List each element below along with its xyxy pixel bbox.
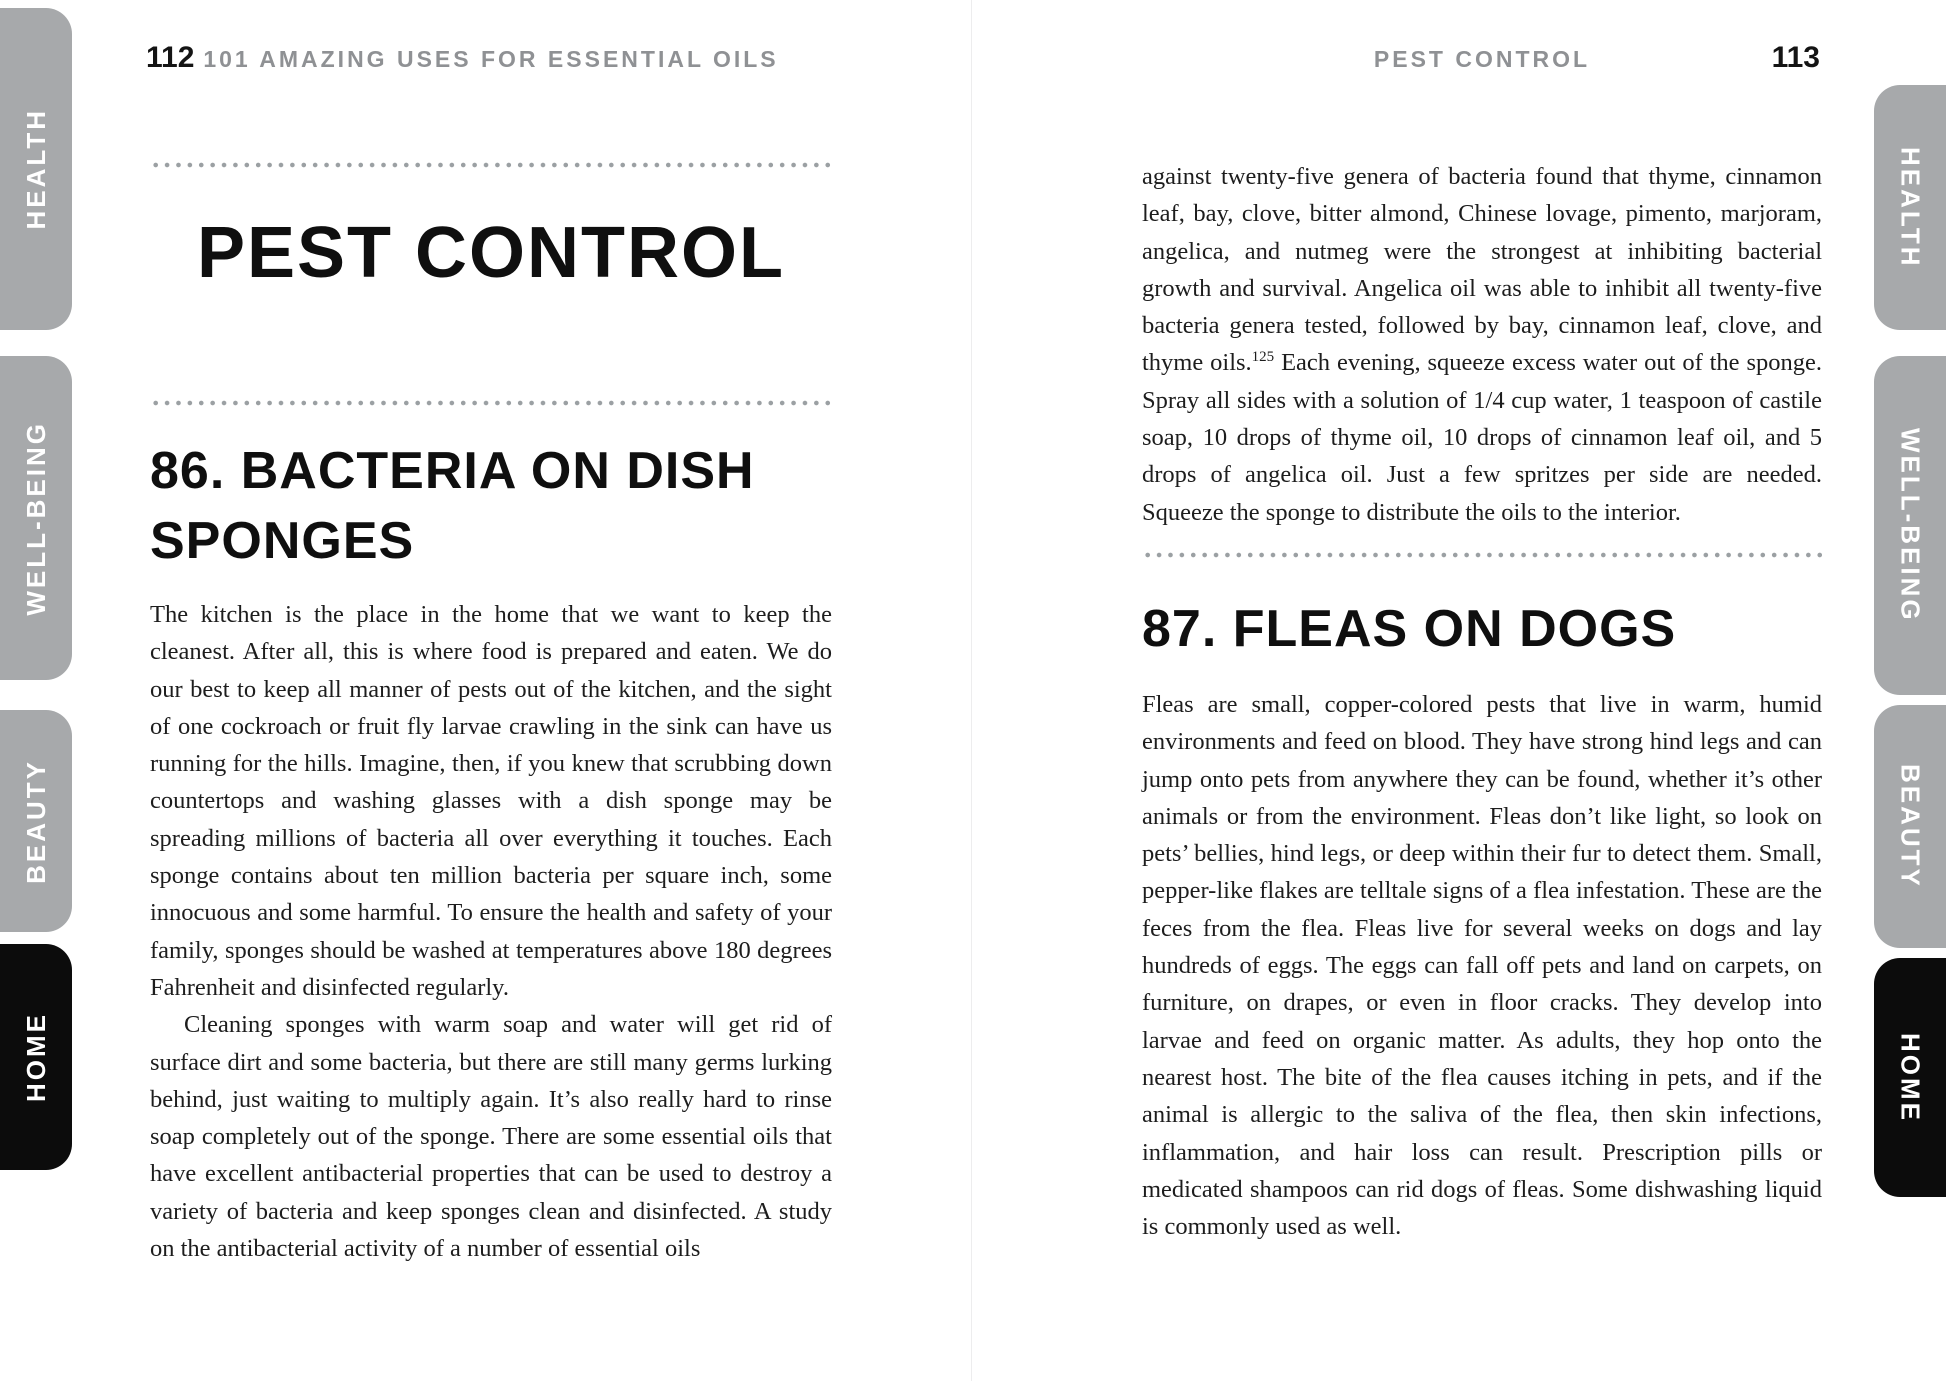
dotted-divider	[150, 162, 832, 168]
page-gutter	[971, 0, 972, 1381]
page-number-right: 113	[1771, 41, 1820, 74]
tab-health-right	[1874, 85, 1946, 330]
tab-beauty-right	[1874, 705, 1946, 948]
left-page	[146, 0, 832, 1381]
tab-home-label: HOME	[1895, 1032, 1926, 1123]
body-paragraph: Cleaning sponges with warm soap and water will get rid of surface dirt and some bacteria, but there are still many germs lurking behind, just waiting to multiply again. It’s also really hard to rinse soap completely out of the sponge. There are some essential oils that have excellent antibacterial properties that can be used to destroy a variety of bacteria and keep sponges clean and disinfected. A study on the antibacterial activity of a number of essential oils	[150, 1011, 832, 1263]
continuation-text: against twenty-five genera of bacteria found that thyme, cinnamon leaf, bay, clove, bitter almond, Chinese lovage, pimento, marjoram, angelica, and nutmeg were the strongest at inhibiting bacterial growth and survival. Angelica oil was able to inhibit all twenty-five bacteria genera tested, followed by bay, cinnamon leaf, clove, and thyme oils.	[1142, 163, 1822, 377]
body-paragraph: The kitchen is the place in the home that we want to keep the cleanest. After all, this is where food is prepared and eaten. We do our best to keep all manner of pests out of the kitchen, and the sight of one cockroach or fruit fly larvae crawling in the sink can have us running for the hills. Imagine, then, if you knew that scrubbing down countertops and washing glasses with a dish sponge may be spreading millions of bacteria all over everything it touches. Each sponge contains about ten million bacteria per square inch, some innocuous and some harmful. To ensure the health and safety of your family, sponges should be washed at temperatures above 180 degrees Fahrenheit and disinfected regularly.	[150, 601, 832, 1001]
tab-health-left	[0, 8, 72, 330]
continuation-text: Each evening, squeeze excess water out of the sponge. Spray all sides with a solution of 1/4 cup water, 1 teaspoon of castile soap, 10 drops of thyme oil, 10 drops of cinnamon leaf oil, and 5 drops of angelica oil. Just a few spritzes per side are needed. Squeeze the sponge to distribute the oils to the interior.	[1142, 349, 1822, 526]
tab-home-right	[1874, 958, 1946, 1197]
section-87-heading: 87. FLEAS ON DOGS	[1142, 600, 1677, 658]
tab-home-left	[0, 944, 72, 1170]
running-head-left: 101 AMAZING USES FOR ESSENTIAL OILS	[203, 46, 779, 72]
tab-well-being-right	[1874, 356, 1946, 695]
footnote-marker: 125	[1251, 349, 1275, 366]
dotted-divider	[150, 400, 832, 406]
tab-well-being-left	[0, 356, 72, 680]
tab-health-label: HEALTH	[20, 108, 51, 230]
left-page-body	[150, 596, 832, 1267]
dotted-divider	[1142, 552, 1822, 558]
section-86-heading: 86. BACTERIA ON DISH SPONGES	[150, 442, 755, 571]
body-paragraph	[1142, 158, 1822, 531]
tab-well-being-label: WELL-BEING	[1895, 428, 1926, 623]
tab-health-label: HEALTH	[1895, 146, 1926, 269]
running-head-right: PEST CONTROL	[1373, 46, 1591, 72]
page-number-left: 112	[146, 41, 195, 74]
right-page-body	[1142, 686, 1822, 1245]
tab-home-label: HOME	[20, 1012, 51, 1102]
tab-beauty-label: BEAUTY	[1895, 764, 1926, 889]
tab-beauty-label: BEAUTY	[20, 758, 51, 884]
tab-beauty-left	[0, 710, 72, 932]
tab-well-being-label: WELL-BEING	[20, 420, 51, 616]
right-page-continuation	[1142, 158, 1822, 531]
chapter-title: PEST CONTROL	[196, 213, 785, 293]
right-page	[1142, 0, 1822, 1381]
body-paragraph: Fleas are small, copper-colored pests that live in warm, humid environments and feed on blood. They have strong hind legs and can jump onto pets from anywhere they can be found, whether it’s other animals or from the environment. Fleas don’t like light, so look on pets’ bellies, hind legs, or deep within their fur to detect them. Small, pepper-like flakes are telltale signs of a flea infestation. These are the feces from the flea. Fleas live for several weeks on dogs and lay hundreds of eggs. The eggs can fall off pets and land on carpets, on furniture, on drapes, or even in floor cracks. They develop into larvae and feed on organic matter. As adults, they hop onto the nearest host. The bite of the flea causes itching in pets, and if the animal is allergic to the saliva of the flea, then skin infections, inflammation, and hair loss can result. Prescription pills or medicated shampoos can rid dogs of fleas. Some dishwashing liquid is commonly used as well.	[1142, 691, 1822, 1241]
